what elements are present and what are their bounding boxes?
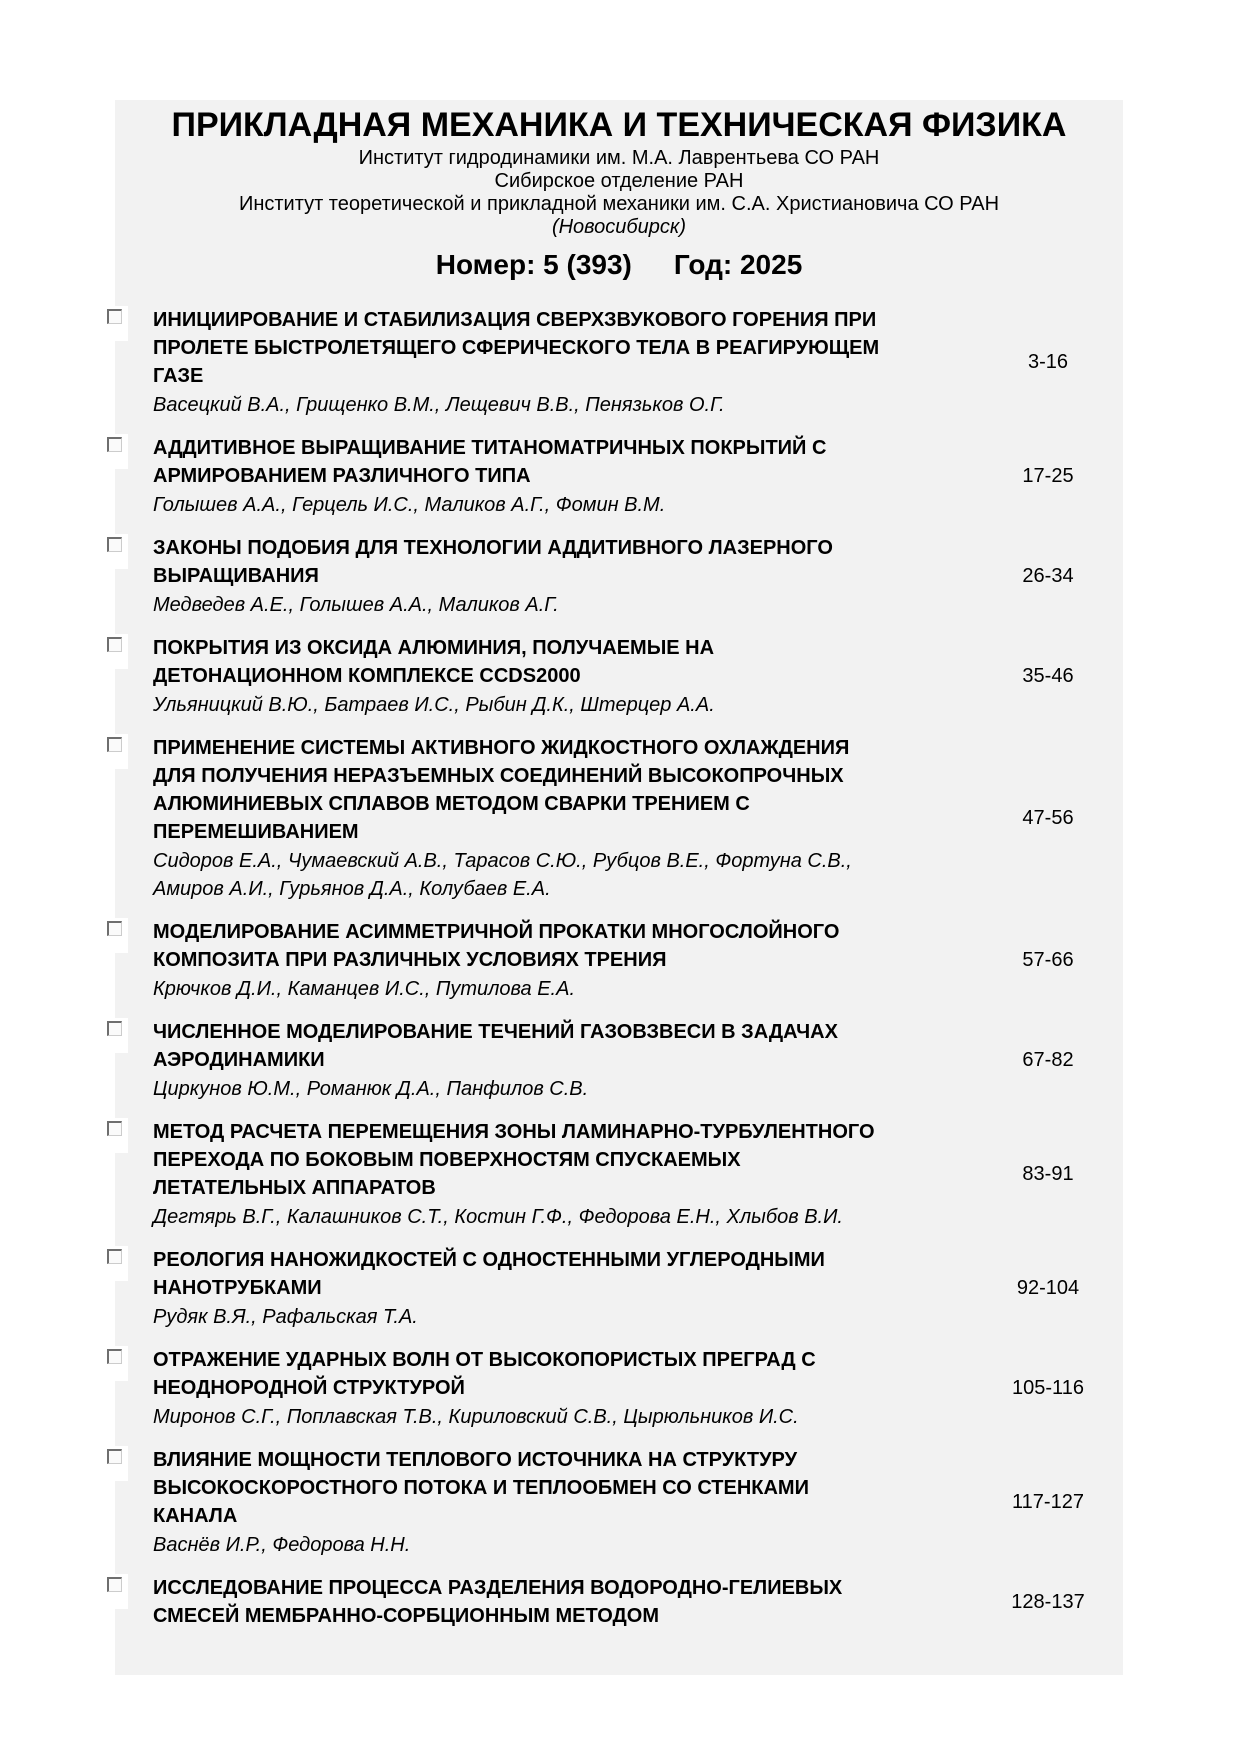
article-select-checkbox[interactable] — [101, 1574, 128, 1609]
checkbox-icon[interactable] — [107, 1577, 122, 1592]
article-title: ИССЛЕДОВАНИЕ ПРОЦЕССА РАЗДЕЛЕНИЯ ВОДОРОДНО-ГЕЛИЕВЫХ СМЕСЕЙ МЕМБРАННО-СОРБЦИОННЫМ МЕТОДОМ — [153, 1577, 843, 1627]
article-authors: Циркунов Ю.М., Романюк Д.А., Панфилов С.В. — [153, 1078, 589, 1100]
article-title: ЗАКОНЫ ПОДОБИЯ ДЛЯ ТЕХНОЛОГИИ АДДИТИВНОГО ЛАЗЕРНОГО ВЫРАЩИВАНИЯ — [153, 537, 833, 587]
article-row — [115, 734, 1123, 903]
checkbox-icon[interactable] — [107, 1349, 122, 1364]
article-select-checkbox[interactable] — [101, 918, 128, 953]
issue-year: Год: 2025 — [673, 249, 803, 280]
article-text-block — [153, 1574, 883, 1630]
article-select-checkbox[interactable] — [101, 1446, 128, 1481]
article-text-block — [153, 734, 883, 903]
article-title: ПРИМЕНЕНИЕ СИСТЕМЫ АКТИВНОГО ЖИДКОСТНОГО ОХЛАЖДЕНИЯ ДЛЯ ПОЛУЧЕНИЯ НЕРАЗЪЕМНЫХ СОЕДИНЕНИЙ ВЫСОКОПРОЧНЫХ АЛЮМИНИЕВЫХ СПЛАВОВ МЕТОДОМ СВАРКИ ТРЕНИЕМ С ПЕРЕМЕШИВАНИЕМ — [153, 737, 850, 843]
article-authors: Дегтярь В.Г., Калашников С.Т., Костин Г.Ф., Федорова Е.Н., Хлыбов В.И. — [153, 1206, 843, 1228]
article-row — [115, 1346, 1123, 1431]
article-text-block — [153, 634, 883, 719]
article-text-block — [153, 534, 883, 619]
articles-list — [115, 306, 1123, 1630]
article-select-checkbox[interactable] — [101, 1118, 128, 1153]
article-text-block — [153, 1246, 883, 1331]
article-select-checkbox[interactable] — [101, 734, 128, 769]
journal-header — [115, 106, 1123, 282]
checkbox-icon[interactable] — [107, 1249, 122, 1264]
article-pages: 17-25 — [1022, 465, 1074, 487]
article-text-block — [153, 1018, 883, 1103]
article-pages: 26-34 — [1022, 565, 1074, 587]
article-authors: Васецкий В.А., Грищенко В.М., Лещевич В.В., Пенязьков О.Г. — [153, 394, 725, 416]
article-title: ВЛИЯНИЕ МОЩНОСТИ ТЕПЛОВОГО ИСТОЧНИКА НА СТРУКТУРУ ВЫСОКОСКОРОСТНОГО ПОТОКА И ТЕПЛООБМЕН СО СТЕНКАМИ КАНАЛА — [153, 1449, 809, 1527]
article-select-checkbox[interactable] — [101, 306, 128, 341]
article-row — [115, 1446, 1123, 1559]
affiliation-line-3: Институт теоретической и прикладной механики им. С.А. Христиановича СО РАН — [238, 193, 1000, 215]
journal-city: (Новосибирск) — [551, 216, 687, 238]
article-row — [115, 434, 1123, 519]
article-title: РЕОЛОГИЯ НАНОЖИДКОСТЕЙ С ОДНОСТЕННЫМИ УГЛЕРОДНЫМИ НАНОТРУБКАМИ — [153, 1249, 825, 1299]
article-pages: 3-16 — [1027, 351, 1069, 373]
article-authors: Рудяк В.Я., Рафальская Т.А. — [153, 1306, 418, 1328]
article-select-checkbox[interactable] — [101, 534, 128, 569]
article-title: МОДЕЛИРОВАНИЕ АСИММЕТРИЧНОЙ ПРОКАТКИ МНОГОСЛОЙНОГО КОМПОЗИТА ПРИ РАЗЛИЧНЫХ УСЛОВИЯХ ТРЕНИЯ — [153, 921, 840, 971]
checkbox-icon[interactable] — [107, 537, 122, 552]
article-row — [115, 918, 1123, 1003]
article-pages: 83-91 — [1022, 1163, 1074, 1185]
article-text-block — [153, 434, 883, 519]
checkbox-icon[interactable] — [107, 637, 122, 652]
checkbox-icon[interactable] — [107, 921, 122, 936]
article-pages: 92-104 — [1016, 1277, 1080, 1299]
article-authors: Крючков Д.И., Каманцев И.С., Путилова Е.А. — [153, 978, 576, 1000]
article-title: АДДИТИВНОЕ ВЫРАЩИВАНИЕ ТИТАНОМАТРИЧНЫХ ПОКРЫТИЙ С АРМИРОВАНИЕМ РАЗЛИЧНОГО ТИПА — [153, 437, 827, 487]
article-text-block — [153, 1346, 883, 1431]
article-select-checkbox[interactable] — [101, 434, 128, 469]
article-title: ОТРАЖЕНИЕ УДАРНЫХ ВОЛН ОТ ВЫСОКОПОРИСТЫХ ПРЕГРАД С НЕОДНОРОДНОЙ СТРУКТУРОЙ — [153, 1349, 816, 1399]
article-select-checkbox[interactable] — [101, 1018, 128, 1053]
article-row — [115, 1018, 1123, 1103]
journal-toc-page — [115, 100, 1123, 1675]
checkbox-icon[interactable] — [107, 1449, 122, 1464]
article-pages: 47-56 — [1022, 807, 1074, 829]
issue-year-line — [115, 248, 1123, 282]
checkbox-icon[interactable] — [107, 309, 122, 324]
affiliation-line-1: Институт гидродинамики им. М.А. Лаврентьева СО РАН — [358, 147, 880, 169]
article-pages: 35-46 — [1022, 665, 1074, 687]
checkbox-icon[interactable] — [107, 437, 122, 452]
article-row — [115, 1118, 1123, 1231]
article-row — [115, 1574, 1123, 1630]
article-row — [115, 306, 1123, 419]
checkbox-icon[interactable] — [107, 1021, 122, 1036]
article-title: МЕТОД РАСЧЕТА ПЕРЕМЕЩЕНИЯ ЗОНЫ ЛАМИНАРНО-ТУРБУЛЕНТНОГО ПЕРЕХОДА ПО БОКОВЫМ ПОВЕРХНОСТЯМ СПУСКАЕМЫХ ЛЕТАТЕЛЬНЫХ АППАРАТОВ — [153, 1121, 875, 1199]
article-text-block — [153, 918, 883, 1003]
article-authors: Медведев А.Е., Голышев А.А., Маликов А.Г. — [153, 594, 559, 616]
article-row — [115, 534, 1123, 619]
checkbox-icon[interactable] — [107, 1121, 122, 1136]
article-pages: 67-82 — [1022, 1049, 1074, 1071]
article-row — [115, 1246, 1123, 1331]
article-authors: Васнёв И.Р., Федорова Н.Н. — [153, 1534, 411, 1556]
article-title: ИНИЦИИРОВАНИЕ И СТАБИЛИЗАЦИЯ СВЕРХЗВУКОВОГО ГОРЕНИЯ ПРИ ПРОЛЕТЕ БЫСТРОЛЕТЯЩЕГО СФЕРИЧЕСКОГО ТЕЛА В РЕАГИРУЮЩЕМ ГАЗЕ — [153, 309, 880, 387]
article-title: ЧИСЛЕННОЕ МОДЕЛИРОВАНИЕ ТЕЧЕНИЙ ГАЗОВЗВЕСИ В ЗАДАЧАХ АЭРОДИНАМИКИ — [153, 1021, 838, 1071]
affiliation-line-2: Сибирское отделение РАН — [494, 170, 744, 192]
article-title: ПОКРЫТИЯ ИЗ ОКСИДА АЛЮМИНИЯ, ПОЛУЧАЕМЫЕ НА ДЕТОНАЦИОННОМ КОМПЛЕКСЕ CCDS2000 — [153, 637, 715, 687]
article-text-block — [153, 306, 883, 419]
article-select-checkbox[interactable] — [101, 1246, 128, 1281]
article-text-block — [153, 1118, 883, 1231]
checkbox-icon[interactable] — [107, 737, 122, 752]
article-authors: Сидоров Е.А., Чумаевский А.В., Тарасов С.Ю., Рубцов В.Е., Фортуна С.В., Амиров А.И., Гурьянов Д.А., Колубаев Е.А. — [153, 850, 852, 900]
article-select-checkbox[interactable] — [101, 634, 128, 669]
article-pages: 128-137 — [1011, 1590, 1085, 1613]
article-authors: Ульяницкий В.Ю., Батраев И.С., Рыбин Д.К., Штерцер А.А. — [153, 694, 715, 716]
article-select-checkbox[interactable] — [101, 1346, 128, 1381]
journal-title: ПРИКЛАДНАЯ МЕХАНИКА И ТЕХНИЧЕСКАЯ ФИЗИКА — [171, 106, 1067, 144]
article-authors: Голышев А.А., Герцель И.С., Маликов А.Г., Фомин В.М. — [153, 494, 666, 516]
article-pages: 105-116 — [1012, 1377, 1084, 1399]
article-row — [115, 634, 1123, 719]
article-pages: 117-127 — [1012, 1491, 1084, 1513]
article-text-block — [153, 1446, 883, 1559]
article-pages: 57-66 — [1022, 949, 1074, 971]
issue-number: Номер: 5 (393) — [435, 249, 632, 280]
article-authors: Миронов С.Г., Поплавская Т.В., Кириловский С.В., Цырюльников И.С. — [153, 1406, 799, 1428]
